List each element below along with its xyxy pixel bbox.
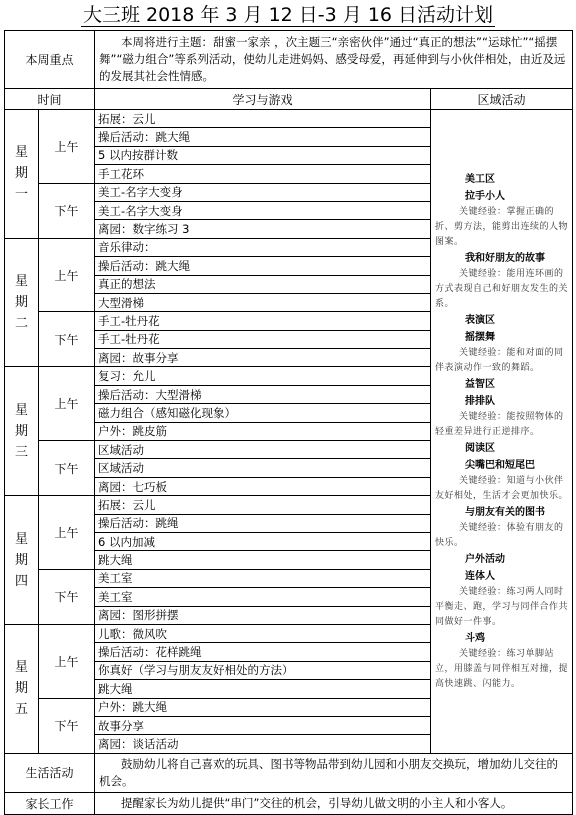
- activity-cell: 操后活动：花样跳绳: [95, 643, 431, 661]
- activity-cell: 操后活动：跳大绳: [95, 128, 431, 146]
- area-zone-title: 益智区: [465, 378, 496, 390]
- area-key-experience: 关键经验：掌握正确的折、剪方法，能剪出连续的人物图案。: [435, 206, 569, 247]
- focus-row: [5, 31, 573, 89]
- activity-cell: 操后活动：跳绳: [95, 514, 431, 532]
- title-text: 大三班 2018 年 3 月 12 日-3 月 16 日活动计划: [82, 4, 494, 26]
- parents-text: 提醒家长为幼儿提供“串门”交往的机会，引导幼儿做文明的小主人和小客人。: [95, 792, 573, 814]
- activity-cell: 6 以内加减: [95, 532, 431, 550]
- schedule-table: [4, 30, 573, 815]
- parents-label: 家长工作: [5, 792, 95, 814]
- activity-cell: 区域活动: [95, 459, 431, 477]
- activity-cell: 磁力组合（感知磁化现象）: [95, 404, 431, 422]
- area-zone-title: 表演区: [465, 314, 496, 326]
- activity-cell: 离园：图形拼摆: [95, 606, 431, 624]
- area-key-experience: 关键经验：体验有朋友的快乐。: [435, 522, 564, 548]
- area-activity-name: 斗鸡: [465, 632, 486, 644]
- life-label: 生活活动: [5, 753, 95, 792]
- day-char: 星: [14, 274, 28, 290]
- header-row: [5, 89, 573, 110]
- area-activity-name: 与朋友有关的图书: [465, 506, 546, 518]
- period-morning: 上午: [39, 624, 95, 698]
- day-char: 三: [14, 444, 28, 460]
- activity-cell: 离园：七巧板: [95, 477, 431, 495]
- day-char: 星: [14, 402, 28, 418]
- day-char: 星: [14, 660, 28, 676]
- activity-cell: 离园：谈话活动: [95, 735, 431, 753]
- area-key-experience: 关键经验：知道与小伙伴友好相处，生活才会更加快乐。: [435, 475, 569, 501]
- activity-cell: 操后活动：大型滑梯: [95, 385, 431, 403]
- period-morning: 上午: [39, 238, 95, 312]
- activity-cell: 跳大绳: [95, 680, 431, 698]
- day-char: 期: [14, 423, 28, 439]
- area-key-experience: 关键经验：能按照物体的轻重差异进行正逆排序。: [435, 411, 564, 437]
- area-activity-name: 我和好朋友的故事: [465, 252, 546, 264]
- day-char: 一: [14, 187, 28, 203]
- activity-cell: 手工-牡丹花: [95, 312, 431, 330]
- period-morning: 上午: [39, 110, 95, 184]
- activity-cell: 手工-牡丹花: [95, 330, 431, 348]
- day-label: [5, 110, 39, 239]
- day-char: 星: [14, 531, 28, 547]
- activity-cell: 你真好（学习与朋友友好相处的方法）: [95, 661, 431, 679]
- area-activity-name: 拉手小人: [465, 190, 506, 202]
- day-char: 四: [14, 573, 28, 589]
- activity-row: [5, 110, 573, 128]
- area-key-experience: 关键经验：能用连环画的方式表现自己和好朋友发生的关系。: [435, 268, 569, 309]
- life-text: 鼓励幼儿将自己喜欢的玩具、图书等物品带到幼儿园和小朋友交换玩，增加幼儿交往的机会。: [95, 753, 573, 792]
- day-char: 期: [14, 166, 28, 182]
- header-area: 区域活动: [431, 89, 573, 110]
- activity-cell: 手工花环: [95, 165, 431, 183]
- activity-cell: 美工-名字大变身: [95, 183, 431, 201]
- day-char: 二: [14, 316, 28, 332]
- period-afternoon: 下午: [39, 312, 95, 367]
- area-activities: [431, 110, 573, 754]
- activity-cell: 拓展：云儿: [95, 496, 431, 514]
- day-char: 星: [14, 145, 28, 161]
- activity-cell: 离园：数字练习 3: [95, 220, 431, 238]
- activity-cell: 区域活动: [95, 441, 431, 459]
- period-afternoon: 下午: [39, 569, 95, 624]
- page-title: [0, 0, 576, 30]
- activity-cell: 操后活动：跳大绳: [95, 257, 431, 275]
- header-study: 学习与游戏: [95, 89, 431, 110]
- activity-cell: 5 以内按群计数: [95, 146, 431, 164]
- period-morning: 上午: [39, 496, 95, 570]
- area-key-experience: 关键经验：能和对面的同伴表演动作一致的舞蹈。: [435, 347, 564, 373]
- period-morning: 上午: [39, 367, 95, 441]
- area-zone-title: 户外活动: [465, 553, 506, 565]
- activity-cell: 拓展：云儿: [95, 110, 431, 128]
- day-char: 五: [14, 702, 28, 718]
- day-char: 期: [14, 552, 28, 568]
- area-key-experience: 关键经验：练习两人同时平衡走、跑，学习与同伴合作共同做好一件事。: [435, 586, 569, 627]
- activity-cell: 美工室: [95, 569, 431, 587]
- day-char: 期: [14, 681, 28, 697]
- area-zone-title: 阅读区: [465, 442, 496, 454]
- area-key-experience: 关键经验：练习单脚站立，用膝盖与同伴相互对撞，提高快速跳、闪能力。: [435, 648, 569, 689]
- activity-cell: 真正的想法: [95, 275, 431, 293]
- life-row: [5, 753, 573, 792]
- activity-cell: 大型滑梯: [95, 293, 431, 311]
- activity-cell: 跳大绳: [95, 551, 431, 569]
- activity-cell: 户外：跳大绳: [95, 698, 431, 716]
- area-activity-name: 排排队: [465, 395, 496, 407]
- area-activity-name: 连体人: [465, 570, 496, 582]
- activity-cell: 离园：故事分享: [95, 349, 431, 367]
- activity-cell: 美工-名字大变身: [95, 201, 431, 219]
- activity-cell: 音乐律动：: [95, 238, 431, 256]
- period-afternoon: 下午: [39, 183, 95, 238]
- activity-cell: 儿歌：微风吹: [95, 624, 431, 642]
- day-label: [5, 367, 39, 496]
- day-label: [5, 238, 39, 367]
- activity-cell: 美工室: [95, 588, 431, 606]
- activity-cell: 复习：允儿: [95, 367, 431, 385]
- day-char: 期: [14, 295, 28, 311]
- activity-cell: 户外：跳皮筋: [95, 422, 431, 440]
- header-time: 时间: [5, 89, 95, 110]
- period-afternoon: 下午: [39, 441, 95, 496]
- area-activity-name: 尖嘴巴和短尾巴: [465, 459, 536, 471]
- day-label: [5, 496, 39, 625]
- period-afternoon: 下午: [39, 698, 95, 753]
- focus-text: 本周将进行主题：甜蜜一家亲 ，次主题三“亲密伙伴”通过“真正的想法”“运球忙”“摇摆舞”“磁力组合”等系列活动，使幼儿走进妈妈、感受母爱，再延伸到与小伙伴相处，由近及远的发展其社会性情感。: [95, 31, 573, 89]
- day-label: [5, 624, 39, 753]
- area-zone-title: 美工区: [465, 173, 496, 185]
- area-activity-name: 摇摆舞: [465, 331, 496, 343]
- activity-cell: 故事分享: [95, 716, 431, 734]
- parents-row: [5, 792, 573, 814]
- focus-label: 本周重点: [5, 31, 95, 89]
